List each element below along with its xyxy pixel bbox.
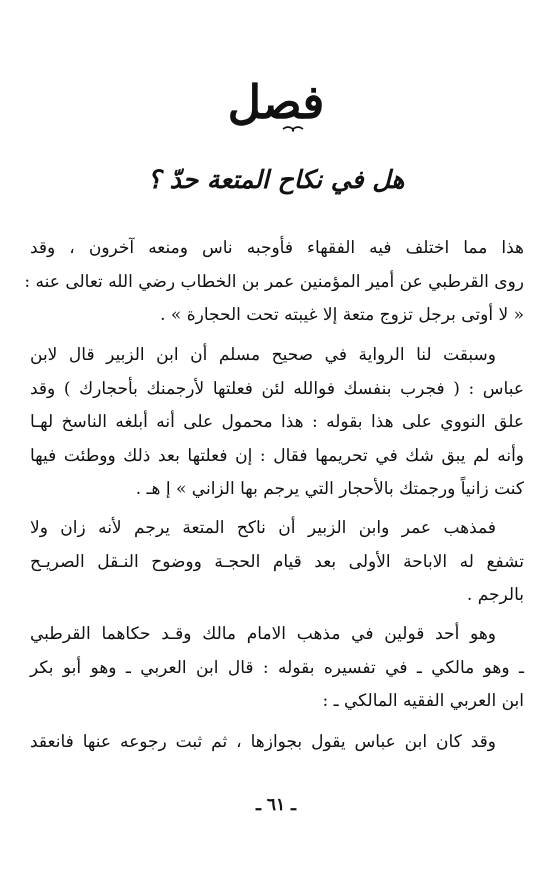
text-line: تشفع له الاباحة الأولى بعد قيام الحجـة ووضوح النـقل الصريـح — [30, 551, 524, 572]
text-line: وقد كان ابن عباس يقول بجوازها ، ثم ثبت رجوعه عنها فانعقد — [30, 732, 496, 752]
text-line: عباس : ( فجرب بنفسك فوالله لئن فعلتها لأرجمنك بأحجارك ) وقد — [30, 378, 524, 399]
paragraph-1 — [24, 232, 524, 333]
ornament-icon — [282, 124, 304, 132]
text-line: وأنه لم يبق شك في تحريمها فقال : إن فعلتها بعد ذلك ووطئت فيها — [30, 445, 524, 466]
section-heading: هل في نكاح المتعة حدّ ؟ — [147, 165, 405, 194]
text-line: وسبقت لنا الرواية في صحيح مسلم أن ابن الزبير قال لابن — [30, 345, 496, 365]
chapter-title: فصل — [227, 75, 325, 129]
text-line: وهو أحد قولين في مذهب الامام مالك وقـد حكاهما القرطبي — [30, 624, 496, 644]
text-line: بالرجم . — [466, 585, 524, 605]
text-line: روى القرطبي عن أمير المؤمنين عمر بن الخطاب رضي الله تعالى عنه : — [24, 271, 524, 292]
text-line: « لا أوتى برجل تزوج متعة إلا غيبته تحت الحجارة » . — [160, 305, 524, 325]
text-line: فمذهب عمر وابن الزبير أن ناكح المتعة يرجم لأنه زان ولا — [30, 518, 496, 538]
paragraph-3 — [30, 512, 524, 613]
page-number: ـ ٦١ ـ — [255, 795, 297, 815]
text-line: ـ وهو مالكي ـ في تفسيره بقوله : قال ابن العربي ـ وهو أبو بكر — [30, 657, 524, 678]
text-line: كنت زانياً ورجمتك بالأحجار التي يرجم بها الزاني » إ هـ . — [135, 479, 524, 499]
text-line: علق النووي على هذا بقوله : هذا محمول على أنه أبلغه الناسخ لهـا — [30, 412, 524, 432]
paragraph-2 — [30, 339, 524, 507]
paragraph-5 — [30, 726, 524, 760]
paragraph-4 — [30, 618, 524, 719]
text-line: ابن العربي الفقيه المالكي ـ : — [322, 691, 524, 711]
text-line: هذا مما اختلف فيه الفقهاء فأوجبه ناس ومنعه آخرون ، وقد — [30, 238, 524, 258]
